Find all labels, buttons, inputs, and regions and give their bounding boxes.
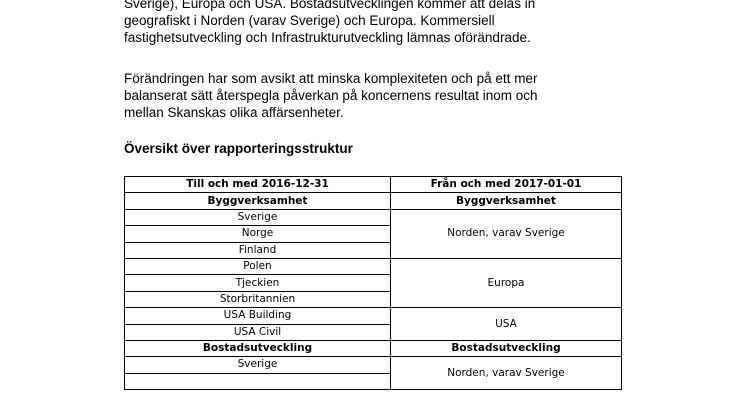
header-cell-before: Till och med 2016-12-31 xyxy=(125,177,391,193)
intro-paragraph xyxy=(124,0,624,46)
text-line: geografiskt i Norden (varav Sverige) och Europa. Kommersiell xyxy=(124,13,495,28)
table-cell-merged: Europa xyxy=(391,258,622,307)
table-row xyxy=(125,357,622,373)
residential-label-before: Bostadsutveckling xyxy=(125,340,391,356)
table-cell: Norge xyxy=(125,226,391,242)
table-row xyxy=(125,340,622,356)
text-line: fastighetsutveckling och Infrastrukturutveckling lämnas oförändrade. xyxy=(124,30,531,45)
header-cell-after: Från och med 2017-01-01 xyxy=(391,177,622,193)
purpose-paragraph xyxy=(124,70,624,121)
reporting-structure-table xyxy=(124,176,622,390)
table-cell: Polen xyxy=(125,258,391,274)
table-row xyxy=(125,209,622,225)
table-cell: Sverige xyxy=(125,357,391,373)
construction-label-before: Byggverksamhet xyxy=(125,193,391,209)
residential-label-after: Bostadsutveckling xyxy=(391,340,622,356)
table-cell xyxy=(125,373,391,389)
table-cell: Finland xyxy=(125,242,391,258)
text-line: balanserat sätt återspegla påverkan på koncernens resultat inom och xyxy=(124,88,538,103)
table-cell: Sverige xyxy=(125,209,391,225)
table-cell: Tjeckien xyxy=(125,275,391,291)
table-cell-merged: Norden, varav Sverige xyxy=(391,209,622,258)
table-cell: USA Civil xyxy=(125,324,391,340)
text-line: Sverige), Europa och USA. Bostadsutvecklingen kommer att delas in xyxy=(124,0,536,11)
table-cell: USA Building xyxy=(125,308,391,324)
construction-label-after: Byggverksamhet xyxy=(391,193,622,209)
table-header-row xyxy=(125,177,622,193)
table-row xyxy=(125,258,622,274)
table-cell: Storbritannien xyxy=(125,291,391,307)
text-line: Förändringen har som avsikt att minska komplexiteten och på ett mer xyxy=(124,71,538,86)
table-row xyxy=(125,193,622,209)
table-row xyxy=(125,308,622,324)
table-cell-merged: Norden, varav Sverige xyxy=(391,357,622,390)
table-cell-merged: USA xyxy=(391,308,622,341)
section-heading: Översikt över rapporteringsstruktur xyxy=(124,141,353,156)
text-line: mellan Skanskas olika affärsenheter. xyxy=(124,105,344,120)
